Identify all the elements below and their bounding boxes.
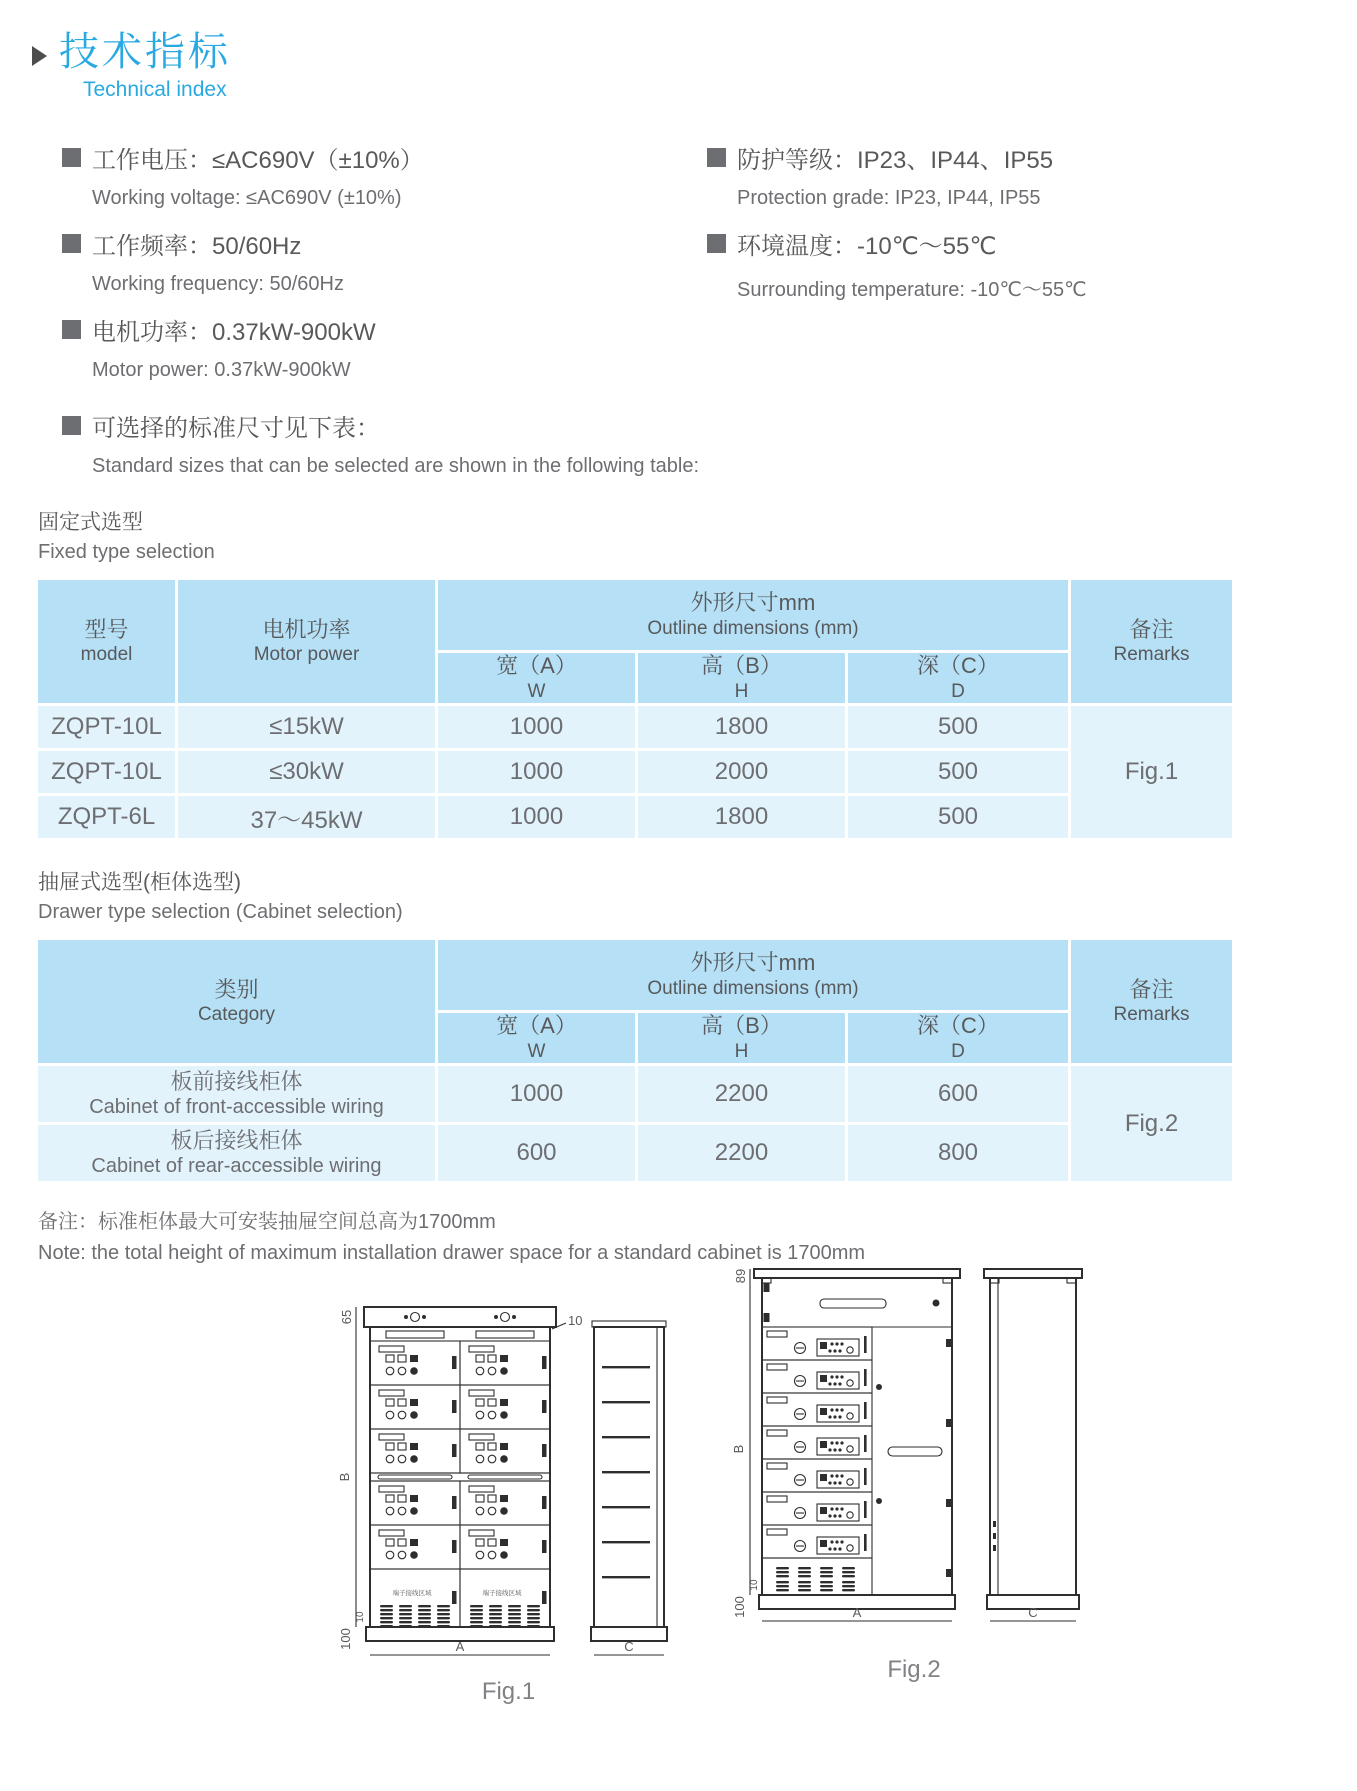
col-header-remarks bbox=[1071, 940, 1232, 1063]
cell-depth: 800 bbox=[848, 1125, 1068, 1181]
col-header-model bbox=[38, 580, 175, 703]
fig2-drawing bbox=[728, 1255, 1100, 1647]
spec-item-temperature bbox=[707, 226, 1232, 302]
spec-cn-text: 环境温度：-10℃～55℃ bbox=[737, 233, 997, 260]
bullet-square-icon bbox=[62, 320, 81, 339]
figure-1 bbox=[336, 1297, 681, 1706]
header-cn: 备注 bbox=[1129, 976, 1174, 1002]
cell-depth: 500 bbox=[848, 796, 1068, 838]
bullet-square-icon bbox=[62, 148, 81, 167]
spec-en-text: Standard sizes that can be selected are shown in the following table: bbox=[92, 455, 700, 477]
col-header-height bbox=[638, 1013, 845, 1063]
fig1-front-view bbox=[337, 1307, 582, 1655]
cell-remark-fig1: Fig.1 bbox=[1071, 706, 1232, 838]
spec-item-protection bbox=[707, 140, 1232, 210]
spec-item-frequency bbox=[62, 226, 707, 296]
cell-width: 1000 bbox=[438, 796, 635, 838]
cell-power: ≤15kW bbox=[178, 706, 435, 748]
fig2-dim-small-label: 10 bbox=[749, 1579, 760, 1591]
fig2-dim-plinth-label: 100 bbox=[732, 1596, 747, 1618]
cell-height: 1800 bbox=[638, 706, 845, 748]
category-cn: 板后接线柜体 bbox=[170, 1127, 303, 1153]
spec-en-text: Surrounding temperature: -10℃～55℃ bbox=[737, 279, 1087, 301]
cell-width: 1000 bbox=[438, 751, 635, 793]
fig2-front-view bbox=[731, 1269, 960, 1621]
header-en: H bbox=[734, 1040, 749, 1062]
header-en: D bbox=[951, 1040, 965, 1062]
bullet-square-icon bbox=[707, 148, 726, 167]
fig1-dim-plinth-label: 100 bbox=[338, 1628, 353, 1650]
col-header-width bbox=[438, 1013, 635, 1063]
col-header-category bbox=[38, 940, 435, 1063]
header-cn: 外形尺寸mm bbox=[690, 950, 816, 976]
spec-cn-text: 可选择的标准尺寸见下表： bbox=[92, 415, 380, 442]
cell-category bbox=[38, 1066, 435, 1122]
header-en: model bbox=[80, 644, 133, 666]
spec-en-text: Working frequency: 50/60Hz bbox=[92, 273, 344, 295]
fig2-caption: Fig.2 bbox=[887, 1656, 941, 1683]
header-cn: 高（B） bbox=[701, 653, 782, 679]
bullet-square-icon bbox=[62, 234, 81, 253]
cell-model: ZQPT-6L bbox=[38, 796, 175, 838]
cell-width: 600 bbox=[438, 1125, 635, 1181]
section-title-fixed-cn: 固定式选型 bbox=[38, 511, 143, 534]
cell-depth: 500 bbox=[848, 706, 1068, 748]
fig1-dim-height-label: B bbox=[337, 1472, 352, 1482]
fig1-drawing bbox=[336, 1297, 681, 1669]
spec-en-text: Motor power: 0.37kW-900kW bbox=[92, 359, 351, 381]
spec-list bbox=[62, 124, 1232, 382]
fig1-dim-depth-label: C bbox=[624, 1639, 634, 1654]
header-en: Category bbox=[197, 1004, 276, 1026]
cell-depth: 500 bbox=[848, 751, 1068, 793]
header-cn: 电机功率 bbox=[262, 616, 351, 642]
header-cn: 类别 bbox=[214, 976, 259, 1002]
spec-column-right bbox=[707, 124, 1232, 382]
cell-category bbox=[38, 1125, 435, 1181]
page-header bbox=[38, 30, 1232, 102]
header-en: H bbox=[734, 680, 749, 702]
spec-column-left bbox=[62, 124, 707, 382]
section-title-fixed-en: Fixed type selection bbox=[38, 541, 215, 563]
col-header-motor-power bbox=[178, 580, 435, 703]
header-en: W bbox=[527, 680, 546, 702]
cell-model: ZQPT-10L bbox=[38, 706, 175, 748]
note-en: Note: the total height of maximum installation drawer space for a standard cabinet is 1700mm bbox=[38, 1242, 866, 1264]
spec-cn-text: 工作频率：50/60Hz bbox=[92, 233, 302, 260]
fig2-dim-cap-label: 89 bbox=[733, 1268, 748, 1284]
spec-item-voltage bbox=[62, 140, 707, 210]
header-cn: 型号 bbox=[84, 616, 129, 642]
col-header-remarks bbox=[1071, 580, 1232, 703]
col-header-depth bbox=[848, 1013, 1068, 1063]
section-title-drawer-cn: 抽屉式选型(柜体选型) bbox=[38, 871, 241, 894]
header-en: Outline dimensions (mm) bbox=[647, 617, 859, 639]
spec-item-sizes-note bbox=[62, 408, 1232, 478]
note-cn: 备注：标准柜体最大可安装抽屉空间总高为1700mm bbox=[38, 1211, 496, 1233]
col-header-height bbox=[638, 653, 845, 703]
fig2-dim-height-label: B bbox=[731, 1444, 746, 1454]
cell-width: 1000 bbox=[438, 706, 635, 748]
cell-width: 1000 bbox=[438, 1066, 635, 1122]
header-cn: 深（C） bbox=[917, 1013, 999, 1039]
bullet-square-icon bbox=[62, 416, 81, 435]
page-title-en: Technical index bbox=[83, 78, 227, 101]
col-header-width bbox=[438, 653, 635, 703]
fig1-dim-small-label: 10 bbox=[355, 1611, 366, 1623]
header-en: W bbox=[527, 1040, 546, 1062]
header-cn: 宽（A） bbox=[496, 1013, 577, 1039]
header-cn: 宽（A） bbox=[496, 653, 577, 679]
cell-model: ZQPT-10L bbox=[38, 751, 175, 793]
cell-depth: 600 bbox=[848, 1066, 1068, 1122]
category-cn: 板前接线柜体 bbox=[170, 1068, 303, 1094]
fig2-dim-width-label: A bbox=[852, 1605, 862, 1620]
figure-2 bbox=[728, 1255, 1100, 1684]
cell-power: ≤30kW bbox=[178, 751, 435, 793]
header-en: Remarks bbox=[1113, 1004, 1190, 1026]
spec-cn-text: 电机功率：0.37kW-900kW bbox=[92, 319, 376, 346]
fixed-type-table bbox=[38, 580, 1232, 838]
page-title-cn: 技术指标 bbox=[59, 30, 231, 74]
col-header-depth bbox=[848, 653, 1068, 703]
header-en: Motor power bbox=[253, 644, 360, 666]
header-en: Outline dimensions (mm) bbox=[647, 977, 859, 999]
cell-height: 2200 bbox=[638, 1066, 845, 1122]
bullet-square-icon bbox=[707, 234, 726, 253]
header-cn: 深（C） bbox=[917, 653, 999, 679]
fig1-dim-cap-label: 65 bbox=[339, 1309, 354, 1325]
fig2-dim-depth-label: C bbox=[1028, 1605, 1038, 1620]
drawer-type-table bbox=[38, 940, 1232, 1181]
col-header-dimensions bbox=[438, 580, 1068, 650]
header-cn: 外形尺寸mm bbox=[690, 590, 816, 616]
header-cn: 备注 bbox=[1129, 616, 1174, 642]
header-cn: 高（B） bbox=[701, 1013, 782, 1039]
header-en: Remarks bbox=[1113, 644, 1190, 666]
arrow-right-icon bbox=[32, 46, 47, 66]
spec-en-text: Working voltage: ≤AC690V (±10%) bbox=[92, 187, 402, 209]
fig2-side-view bbox=[984, 1269, 1082, 1621]
fig1-terminal-label: 端子接线区域 bbox=[392, 1590, 432, 1597]
header-en: D bbox=[951, 680, 965, 702]
cell-height: 2000 bbox=[638, 751, 845, 793]
col-header-dimensions bbox=[438, 940, 1068, 1010]
cell-power: 37～45kW bbox=[178, 796, 435, 838]
spec-cn-text: 工作电压：≤AC690V（±10%） bbox=[92, 147, 424, 174]
cell-height: 2200 bbox=[638, 1125, 845, 1181]
fig1-side-view bbox=[591, 1321, 667, 1655]
category-en: Cabinet of rear-accessible wiring bbox=[91, 1155, 382, 1178]
figures-area bbox=[38, 1268, 1232, 1791]
fig1-dim-overhang-label: 10 bbox=[568, 1313, 583, 1328]
category-en: Cabinet of front-accessible wiring bbox=[89, 1096, 384, 1119]
fig1-caption: Fig.1 bbox=[481, 1678, 536, 1705]
section-title-drawer-en: Drawer type selection (Cabinet selection) bbox=[38, 901, 403, 923]
fig1-dim-width-label: A bbox=[455, 1639, 465, 1654]
spec-cn-text: 防护等级：IP23、IP44、IP55 bbox=[737, 147, 1054, 174]
cell-remark-fig2: Fig.2 bbox=[1071, 1066, 1232, 1181]
spec-en-text: Protection grade: IP23, IP44, IP55 bbox=[737, 187, 1041, 209]
cell-height: 1800 bbox=[638, 796, 845, 838]
spec-item-motor-power bbox=[62, 312, 707, 382]
fig1-terminal-label: 端子接线区域 bbox=[482, 1590, 522, 1597]
